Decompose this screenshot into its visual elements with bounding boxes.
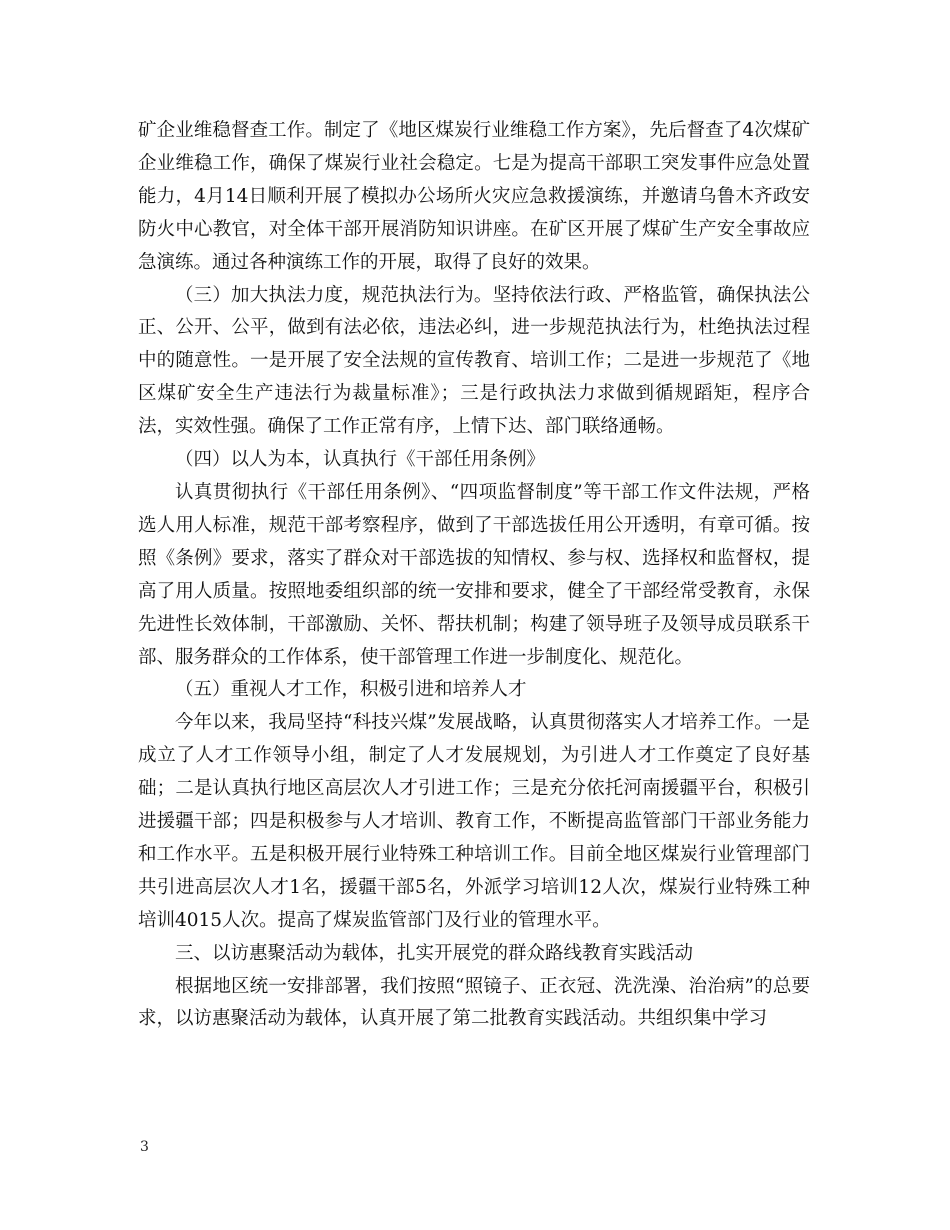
page-number: 3	[140, 1139, 149, 1155]
paragraph-cadre-regulations: 认真贯彻执行《干部任用条例》、“四项监督制度”等干部工作文件法规，严格选人用人标准，规范干部考察程序，做到了干部选拔任用公开透明，有章可循。按照《条例》要求，落实了群众对干部选拔的知情权、参与权、选择权和监督权，提高了用人质量。按照地委组织部的统一安排和要求，健全了干部经常受教育，永保先进性长效体制，干部激励、关怀、帮扶机制；构建了领导班子及领导成员联系干部、服务群众的工作体系，使干部管理工作进一步制度化、规范化。	[138, 481, 810, 668]
paragraph-law-enforcement: （三）加大执法力度，规范执法行为。坚持依法行政、严格监管，确保执法公正、公开、公平，做到有法必依，违法必纠，进一步规范执法行为，杜绝执法过程中的随意性。一是开展了安全法规的宣传教育、培训工作；二是进一步规范了《地区煤矿安全生产违法行为裁量标准》；三是行政执法力求做到循规蹈矩，程序合法，实效性强。确保了工作正常有序，上情下达、部门联络通畅。	[138, 284, 810, 438]
heading-mass-line-education: 三、以访惠聚活动为载体，扎实开展党的群众路线教育实践活动	[175, 942, 694, 964]
heading-cadre-regulations: （四）以人为本，认真执行《干部任用条例》	[175, 449, 546, 471]
document-body	[138, 115, 810, 1036]
paragraph-mass-line-education: 根据地区统一安排部署，我们按照“照镜子、正衣冠、洗洗澡、治治病”的总要求，以访惠聚活动为载体，认真开展了第二批教育实践活动。共组织集中学习	[138, 975, 810, 1030]
heading-talent-work: （五）重视人才工作，积极引进和培养人才	[175, 679, 527, 701]
paragraph-stability-supervision: 矿企业维稳督查工作。制定了《地区煤炭行业维稳工作方案》，先后督查了4次煤矿企业维稳工作，确保了煤炭行业社会稳定。七是为提高干部职工突发事件应急处置能力，4月14日顺利开展了模拟办公场所火灾应急救援演练，并邀请乌鲁木齐政安防火中心教官，对全体干部开展消防知识讲座。在矿区开展了煤矿生产安全事故应急演练。通过各种演练工作的开展，取得了良好的效果。	[138, 120, 810, 273]
paragraph-talent-work: 今年以来，我局坚持“科技兴煤”发展战略，认真贯彻落实人才培养工作。一是成立了人才工作领导小组，制定了人才发展规划，为引进人才工作奠定了良好基础；二是认真执行地区高层次人才引进工作；三是充分依托河南援疆平台，积极引进援疆干部；四是积极参与人才培训、教育工作，不断提高监管部门干部业务能力和工作水平。五是积极开展行业特殊工种培训工作。目前全地区煤炭行业管理部门共引进高层次人才1名，援疆干部5名，外派学习培训12人次，煤炭行业特殊工种培训4015人次。提高了煤炭监管部门及行业的管理水平。	[138, 712, 810, 931]
